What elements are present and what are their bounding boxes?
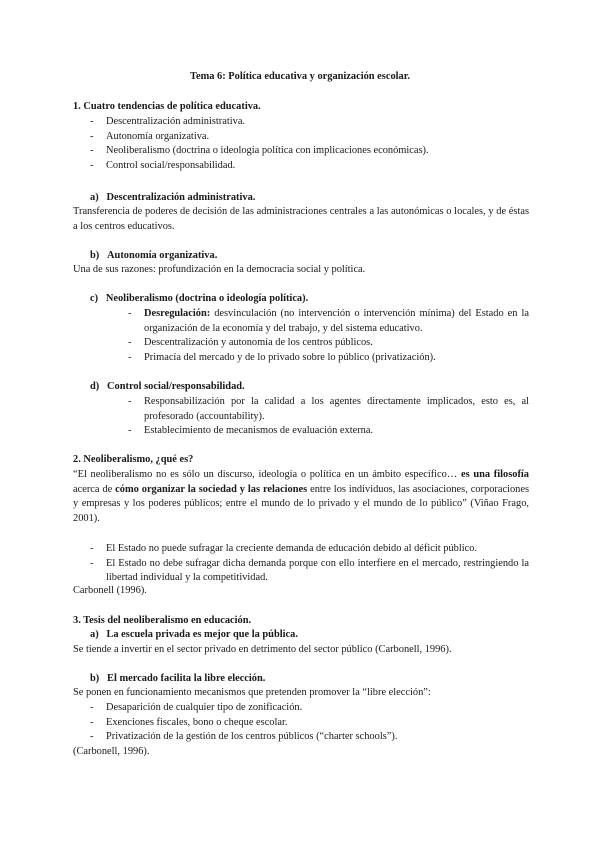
- section-2-heading: 2. Neoliberalismo, ¿qué es?: [73, 454, 194, 465]
- subsection-d-heading: [90, 380, 245, 395]
- list-item: - El Estado no debe sufragar dicha demanda porque con ello interfiere en el mercado, restringiendo la libertad individual y la competitividad.: [90, 557, 529, 586]
- section-3-citation: (Carbonell, 1996).: [73, 746, 150, 757]
- list-item: - Privatización de la gestión de los centros públicos (“charter schools”).: [90, 730, 529, 745]
- quote-text: acerca de: [73, 483, 116, 495]
- subsection-a-text: Transferencia de poderes de decisión de las administraciones centrales a las autonómicas o locales, y de éstas a los centros educativos.: [73, 206, 529, 232]
- subsection-marker: b): [90, 250, 100, 261]
- list-item: - Establecimiento de mecanismos de evaluación externa.: [128, 424, 529, 439]
- list-item: - El Estado no puede sufragar la creciente demanda de educación debido al déficit público.: [90, 542, 529, 557]
- list-item: - Neoliberalismo (doctrina o ideología política con implicaciones económicas).: [90, 144, 429, 159]
- section-1-list: [90, 115, 429, 173]
- subsection-b-heading: [90, 249, 217, 264]
- section-2-citation: Carbonell (1996).: [73, 585, 147, 596]
- list-item: - Primacía del mercado y de lo privado sobre lo público (privatización).: [128, 351, 529, 366]
- page-title: Tema 6: Política educativa y organización escolar.: [189, 71, 410, 82]
- subsection-title: La escuela privada es mejor que la pública.: [106, 629, 298, 640]
- subsection-3a-heading: [90, 628, 298, 643]
- quote-emphasis: cómo organizar la sociedad y las relaciones: [115, 483, 308, 495]
- subsection-3a-text: Se tiende a invertir en el sector privado en detrimento del sector público (Carbonell, 1996).: [73, 644, 452, 655]
- section-3-list: [90, 701, 529, 745]
- item-text: desvinculación (no intervención o intervención mínima) del Estado en la organización de la economía y del trabajo, y del sistema educativo.: [144, 308, 529, 334]
- list-item: - Exenciones fiscales, bono o cheque escolar.: [90, 716, 529, 731]
- subsection-b-text: Una de sus razones: profundización en la democracia social y política.: [73, 264, 366, 275]
- subsection-marker: c): [90, 293, 99, 304]
- quote-emphasis: es una filosofía: [460, 469, 529, 480]
- section-3-heading: 3. Tesis del neoliberalismo en educación.: [73, 615, 252, 626]
- neoliberalism-quote: [73, 468, 529, 526]
- subsection-title: Control social/responsabilidad.: [107, 381, 245, 392]
- subsection-marker: d): [90, 381, 100, 392]
- list-item: - Control social/responsabilidad.: [90, 159, 429, 174]
- list-item: - Desaparición de cualquier tipo de zonificación.: [90, 701, 529, 716]
- subsection-marker: a): [90, 192, 99, 203]
- subsection-title: Descentralización administrativa.: [106, 192, 256, 203]
- subsection-marker: a): [90, 629, 99, 640]
- subsection-title: El mercado facilita la libre elección.: [107, 673, 266, 684]
- subsection-a-heading: [90, 191, 255, 206]
- subsection-c-heading: [90, 292, 308, 307]
- section-1-heading: 1. Cuatro tendencias de política educativa.: [73, 101, 261, 112]
- subsection-marker: b): [90, 673, 100, 684]
- subsection-d-list: [128, 395, 529, 439]
- list-item: - Autonomía organizativa.: [90, 130, 429, 145]
- list-item: - Descentralización administrativa.: [90, 115, 429, 130]
- list-item: [128, 307, 529, 336]
- subsection-3b-heading: [90, 672, 265, 687]
- subsection-title: Neoliberalismo (doctrina o ideología política).: [105, 293, 309, 304]
- subsection-title: Autonomía organizativa.: [107, 250, 218, 261]
- subsection-3b-text: Se ponen en funcionamiento mecanismos que pretenden promover la “libre elección”:: [73, 687, 431, 698]
- list-item: - Descentralización y autonomía de los centros públicos.: [128, 336, 529, 351]
- item-term: Desregulación:: [144, 308, 211, 319]
- subsection-c-list: [128, 307, 529, 365]
- quote-text: entre los individuos, las asociaciones, corporaciones y empresas y los poderes públicos; entre el mundo de lo privado y el mundo de lo público” (Viñao Frago, 2001).: [73, 483, 530, 524]
- section-2-list: [90, 542, 529, 586]
- list-item: - Responsabilización por la calidad a los agentes directamente implicados, esto es, al profesorado (accountability).: [128, 395, 529, 424]
- quote-text: “El neoliberalismo no es sólo un discurso, ideología o política en un ámbito específico…: [73, 469, 461, 480]
